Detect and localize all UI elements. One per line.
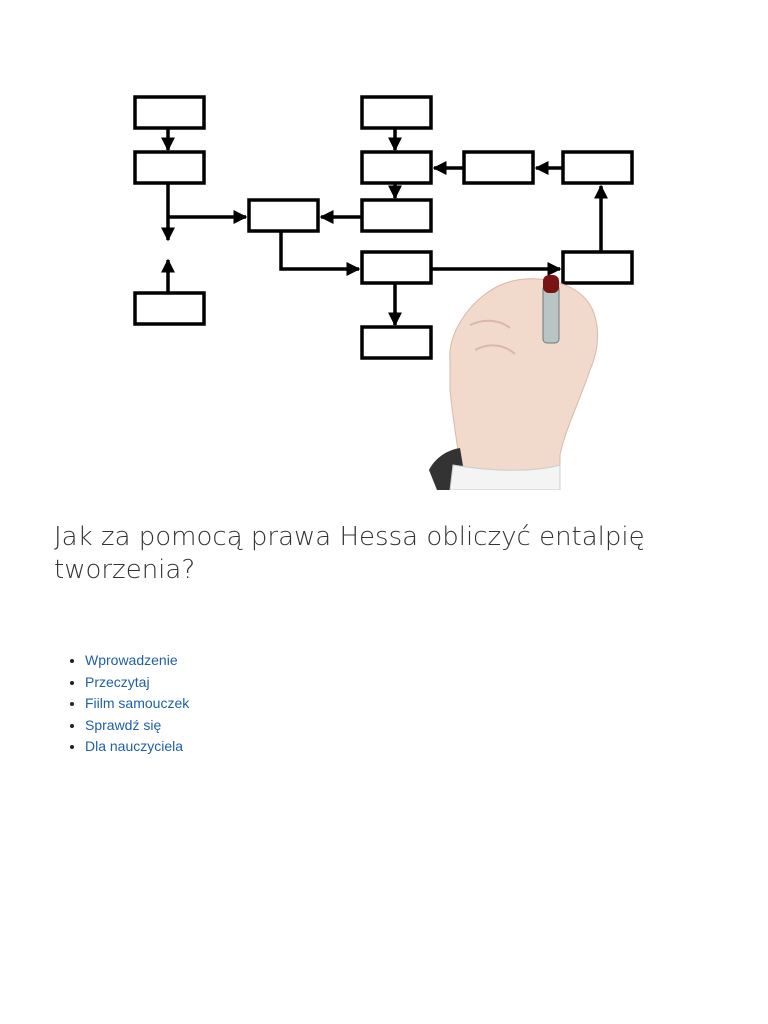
toc-link-teacher[interactable]: Dla nauczyciela — [85, 738, 184, 755]
list-item — [85, 672, 189, 694]
toc-link-introduction[interactable]: Wprowadzenie — [85, 652, 178, 668]
list-item — [85, 650, 189, 672]
table-of-contents — [48, 650, 189, 758]
hero-image — [55, 70, 710, 490]
flowchart-hand-drawing-illustration — [55, 70, 710, 490]
toc-link-read[interactable]: Przeczytaj — [85, 673, 150, 690]
toc-link-film[interactable]: Fiilm samouczek — [85, 695, 190, 712]
toc-link-check[interactable]: Sprawdź się — [85, 716, 162, 733]
list-item — [85, 693, 189, 715]
list-item — [85, 715, 189, 737]
list-item — [85, 736, 189, 758]
page-title: Jak za pomocą prawa Hessa obliczyć entalpię tworzenia? — [54, 522, 645, 585]
